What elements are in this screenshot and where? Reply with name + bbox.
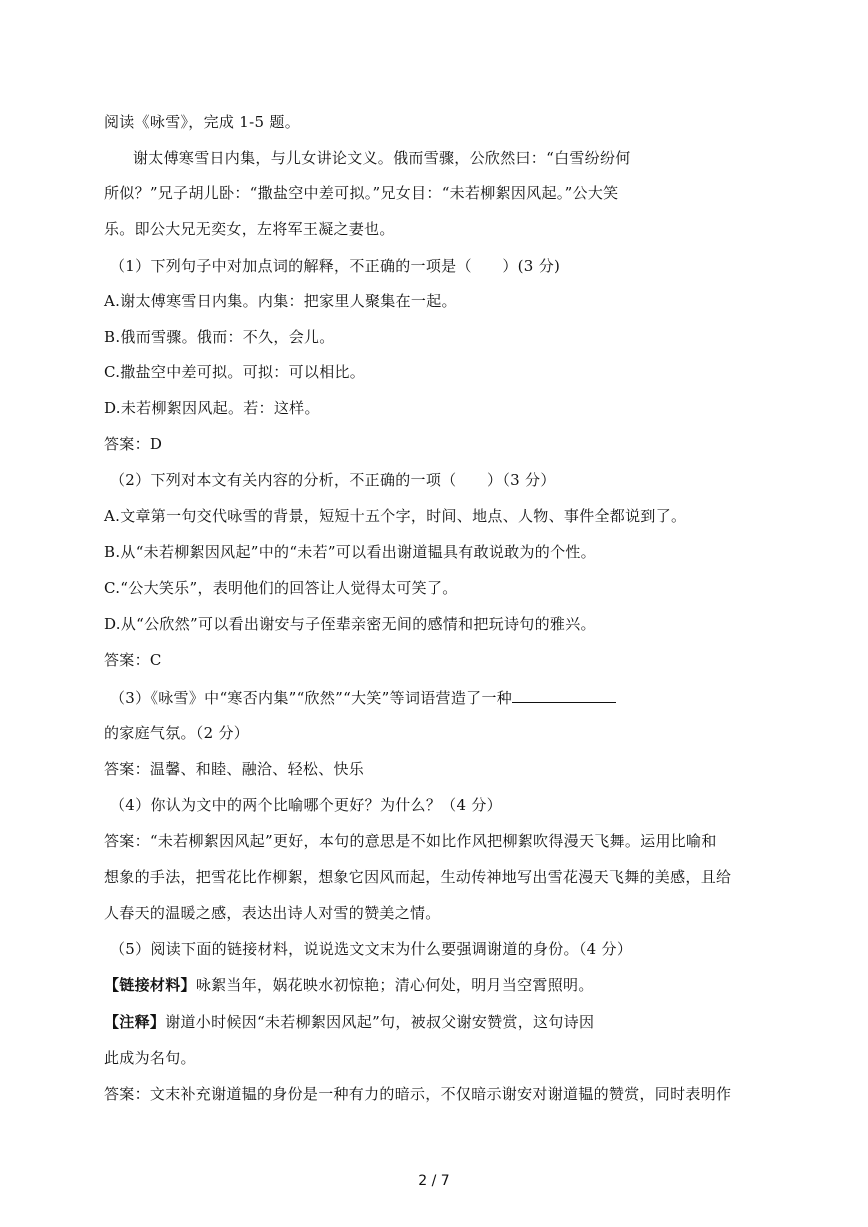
q4-answer-line-2: 想象的手法，把雪花比作柳絮，想象它因风而起，生动传神地写出雪花漫天飞舞的美感，且给 [104,868,732,886]
passage-line-3: 乐。即公大兄无奕女，左将军王凝之妻也。 [104,220,395,238]
note-text: 谢道小时候因“未若柳絮因风起”句，被叔父谢安赞赏，这句诗因 [165,1013,595,1031]
q1-option-b: B.俄而雪骤。俄而：不久，会儿。 [104,328,335,346]
q2-stem: （2）下列对本文有关内容的分析，不正确的一项（ ）（3 分） [110,471,556,489]
q2-option-d: D.从“公欣然”可以看出谢安与子侄辈亲密无间的感情和把玩诗句的雅兴。 [104,615,596,633]
q5-answer: 答案：文末补充谢道韫的身份是一种有力的暗示，不仅暗示谢安对谢道韫的赞赏，同时表明作 [104,1085,732,1103]
q1-option-c: C.撒盐空中差可拟。可拟：可以相比。 [104,363,366,381]
passage-line-1: 谢太傅寒雪日内集，与儿女讲论文义。俄而雪骤，公欣然曰：“白雪纷纷何 [133,149,631,167]
q4-answer-line-3: 人春天的温暖之感，表达出诗人对雪的赞美之情。 [104,904,441,922]
q3-stem: （3）《咏雪》中“寒否内集”“欣然”“大笑”等词语营造了一种 [110,689,513,707]
page-number: 2 / 7 [418,1173,450,1189]
q3-stem-line [110,687,616,708]
link-material-text: 咏絮当年，娲花映水初惊艳；清心何处，明月当空霄照明。 [195,976,594,994]
q5-note-continued: 此成为名句。 [104,1049,196,1067]
q5-link-material [104,975,594,995]
q2-answer: 答案：C [104,651,162,669]
note-label: 【注释】 [104,1013,166,1031]
q1-option-d: D.未若柳絮因风起。若：这样。 [104,399,320,417]
q3-stem-continued: 的家庭气氛。（2 分） [104,724,250,742]
q2-option-b: B.从“未若柳絮因风起”中的“未若”可以看出谢道韫具有敢说敢为的个性。 [104,543,596,561]
q4-answer-line-1: 答案：“未若柳絮因风起”更好，本句的意思是不如比作风把柳絮吹得漫天飞舞。运用比喻和 [104,832,717,850]
q1-option-a: A.谢太傅寒雪日内集。内集：把家里人聚集在一起。 [104,292,457,310]
q3-fill-blank [512,687,616,703]
q5-stem: （5）阅读下面的链接材料，说说选文文末为什么要强调谢道的身份。（4 分） [110,940,633,958]
q4-stem: （4）你认为文中的两个比喻哪个更好？为什么？（4 分） [110,796,502,814]
q5-note [104,1012,594,1032]
q2-option-c: C.“公大笑乐”，表明他们的回答让人觉得太可笑了。 [104,579,458,597]
q1-stem: （1）下列句子中对加点词的解释，不正确的一项是（ ）(3 分) [110,257,561,275]
q2-option-a: A.文章第一句交代咏雪的背景，短短十五个字，时间、地点、人物、事件全都说到了。 [104,507,687,525]
passage-line-2: 所似？”兄子胡儿卧：“撒盐空中差可拟。”兄女目：“未若柳絮因风起。”公大笑 [104,184,619,202]
q1-answer: 答案：D [104,435,163,453]
section-title: 阅读《咏雪》，完成 1-5 题。 [104,113,300,131]
q3-answer: 答案：温馨、和睦、融洽、轻松、快乐 [104,760,365,778]
link-material-label: 【链接材料】 [104,976,196,994]
